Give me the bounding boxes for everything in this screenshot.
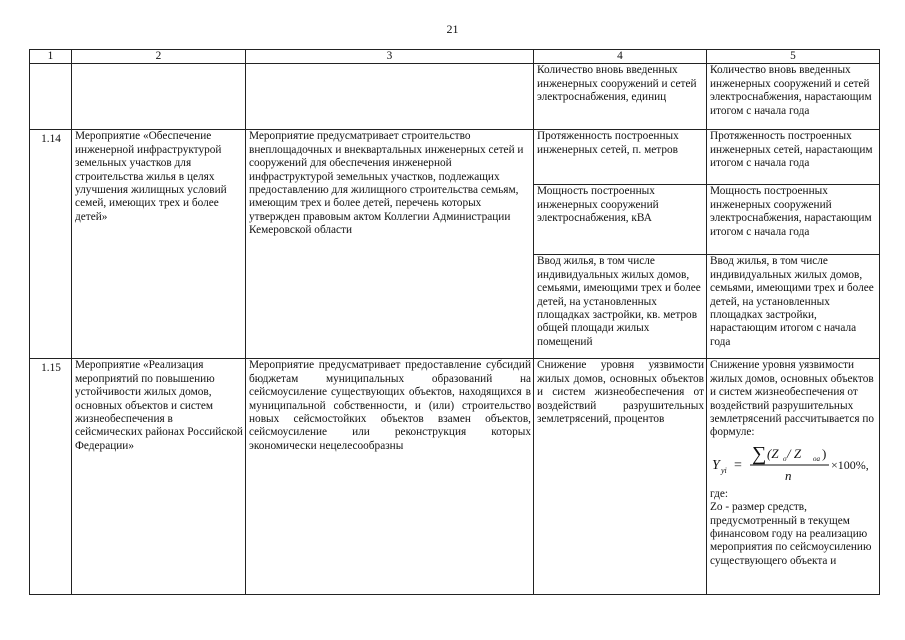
table-row-continuation xyxy=(30,64,880,130)
event-description-cell: Мероприятие предусматривает предоставление субсидий бюджетам муниципальных образований на сейсмоусиление существующих объектов, находящихся в муниципальной собственности, и (или) строительство новых сейсмостойких объектов взамен объектов, сейсмоусиление или реконструкция которых экономически нецелесообразны xyxy=(246,359,534,595)
indicator-cell: Снижение уровня уязвимости жилых домов, основных объектов и систем жизнеобеспечения от воздействий разрушительных землетрясений, процентов xyxy=(534,359,707,595)
column-number-row xyxy=(30,50,880,64)
formula-denominator: n xyxy=(785,467,792,483)
formula-numerator-close: ) xyxy=(822,445,827,461)
column-header-1: 1 xyxy=(30,50,72,64)
formula-lhs: Y xyxy=(712,457,720,473)
method-intro-text: Снижение уровня уязвимости жилых домов, основных объектов и систем жизнеобеспечения от воздействий разрушительных землетрясений рассчитывается по формуле: xyxy=(710,359,875,439)
formula-svg xyxy=(710,442,875,486)
indicator-cell: Протяженность построенных инженерных сетей, п. метров xyxy=(534,130,707,185)
formula-numerator-sub: о xyxy=(783,454,787,463)
indicator-cell: Количество вновь введенных инженерных сооружений и сетей электроснабжения, единиц xyxy=(534,64,707,130)
column-header-2: 2 xyxy=(72,50,246,64)
column-header-5: 5 xyxy=(707,50,880,64)
indicator-cell: Мощность построенных инженерных сооружений электроснабжения, кВА xyxy=(534,185,707,255)
cell-empty xyxy=(246,64,534,130)
formula-tail: ×100%, xyxy=(831,457,869,472)
formula-equals: = xyxy=(734,457,742,473)
cell-empty xyxy=(72,64,246,130)
method-rest-text: Zо - размер средств, предусмотренный в текущем финансовом году на реализацию мероприятия по сейсмоусилению существующего объекта и xyxy=(710,501,872,567)
formula-lhs-subscript: уі xyxy=(721,465,727,475)
method-cell xyxy=(707,359,880,595)
formula-numerator-open: (Z xyxy=(767,445,779,461)
method-cell: Количество вновь введенных инженерных сооружений и сетей электроснабжения, нарастающим итогом с начала года xyxy=(707,64,880,130)
table-row-1-14 xyxy=(30,130,880,185)
row-number: 1.15 xyxy=(30,359,72,595)
measures-table xyxy=(29,49,880,595)
column-header-4: 4 xyxy=(534,50,707,64)
table-row-1-15 xyxy=(30,359,880,595)
formula-numerator-sub-2: оа xyxy=(813,454,820,463)
row-number: 1.14 xyxy=(30,130,72,359)
vulnerability-formula xyxy=(710,440,877,488)
event-description-cell: Мероприятие предусматривает строительство внеплощадочных и внеквартальных инженерных сетей и сооружений для обеспечения инженерной инфраструктурой земельных участков, подлежащих предоставлению для жилищного строительства семьям, имеющим трех и более детей, перечень которых утвержден правовым актом Коллегии Администрации Кемеровской области xyxy=(246,130,534,359)
indicator-cell: Ввод жилья, в том числе индивидуальных жилых домов, семьями, имеющими трех и более детей, на установленных площадках застройки, кв. метров общей площади жилых помещений xyxy=(534,255,707,359)
method-cell: Мощность построенных инженерных сооружений электроснабжения, нарастающим итогом с начала года xyxy=(707,185,880,255)
formula-numerator-slash: / Z xyxy=(787,445,802,461)
event-name-cell: Мероприятие «Обеспечение инженерной инфраструктурой земельных участков для строительства жилья в целях улучшения жилищных условий семей, имеющих трех и более детей» xyxy=(72,130,246,359)
event-name-cell: Мероприятие «Реализация мероприятий по повышению устойчивости жилых домов, основных объектов и систем жизнеобеспечения в сейсмических районах Российской Федерации» xyxy=(72,359,246,595)
formula-sum-sign: ∑ xyxy=(752,442,767,465)
page-number: 21 xyxy=(446,22,459,36)
cell-empty xyxy=(30,64,72,130)
column-header-3: 3 xyxy=(246,50,534,64)
method-cell: Протяженность построенных инженерных сетей, нарастающим итогом с начала года xyxy=(707,130,880,185)
method-cell: Ввод жилья, в том числе индивидуальных жилых домов, семьями, имеющими трех и более детей, на установленных площадках застройки, нарастающим итогом с начала года xyxy=(707,255,880,359)
formula-where-label: где: xyxy=(710,487,728,500)
